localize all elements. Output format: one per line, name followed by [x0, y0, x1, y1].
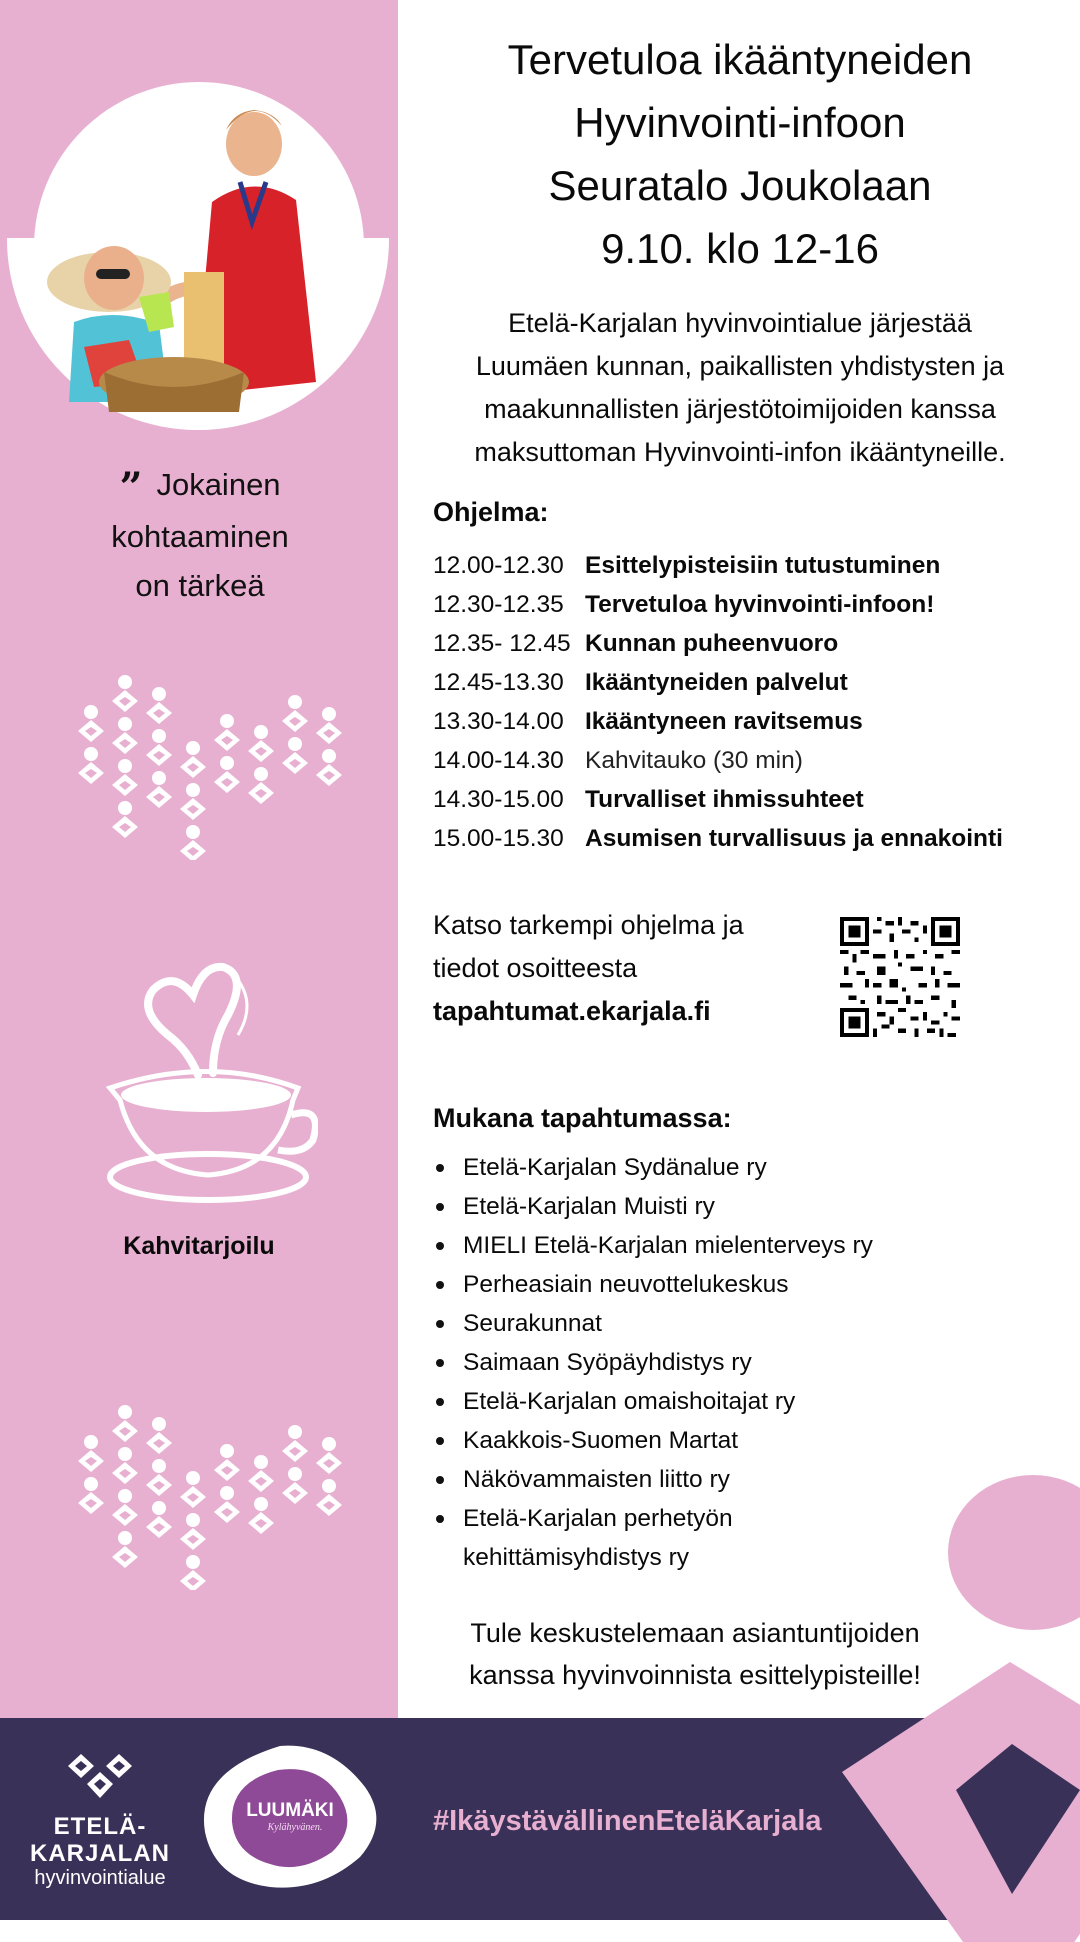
- list-item: Perheasiain neuvottelukeskus: [433, 1265, 1033, 1304]
- schedule-row: 12.35- 12.45 Kunnan puheenvuoro: [433, 630, 839, 657]
- program-schedule: [433, 546, 1073, 858]
- partners-list: [433, 1148, 1033, 1577]
- luumaki-logo: LUUMÄKI Kylähyvänen.: [200, 1742, 380, 1892]
- partners-heading: Mukana tapahtumassa:: [433, 1103, 732, 1133]
- schedule-row: 13.30-14.00 Ikääntyneen ravitsemus: [433, 708, 863, 735]
- etela-karjala-logo: ETELÄ- KARJALAN hyvinvointialue: [30, 1752, 170, 1889]
- people-pattern-icon-2: [78, 1400, 348, 1590]
- list-item: Seurakunnat: [433, 1304, 1033, 1343]
- program-heading: Ohjelma:: [433, 497, 549, 527]
- qr-code-icon[interactable]: [840, 917, 960, 1037]
- more-info: Katso tarkempi ohjelma ja tiedot osoitteesta tapahtumat.ekarjala.fi: [433, 904, 833, 1033]
- event-url-link[interactable]: tapahtumat.ekarjala.fi: [433, 996, 711, 1026]
- list-item: MIELI Etelä-Karjalan mielenterveys ry: [433, 1226, 1033, 1265]
- decorative-diamond-icon: [830, 1662, 1080, 1942]
- list-item: Saimaan Syöpäyhdistys ry: [433, 1343, 1033, 1382]
- schedule-row: 12.45-13.30 Ikääntyneiden palvelut: [433, 669, 848, 696]
- schedule-row: 14.00-14.30 Kahvitauko (30 min): [433, 747, 803, 774]
- hashtag: #IkäystävällinenEteläKarjala: [433, 1805, 822, 1837]
- schedule-row: 12.30-12.35 Tervetuloa hyvinvointi-infoon!: [433, 591, 935, 618]
- sidebar-quote: ” Jokainen kohtaaminen on tärkeä: [111, 464, 289, 603]
- hero-photo: [7, 60, 389, 430]
- coffee-label: Kahvitarjoilu: [123, 1232, 275, 1260]
- schedule-row: 15.00-15.30 Asumisen turvallisuus ja ennakointi: [433, 825, 1003, 852]
- schedule-row: 14.30-15.00 Turvalliset ihmissuhteet: [433, 786, 864, 813]
- caregiver-photo-illustration: [34, 82, 364, 422]
- page-title: Tervetuloa ikääntyneiden Hyvinvointi-infoon Seuratalo Joukolaan 9.10. klo 12-16: [507, 36, 973, 272]
- closing-text: Tule keskustelemaan asiantuntijoiden kanssa hyvinvoinnista esittelypisteille!: [469, 1618, 921, 1690]
- list-item: Etelä-Karjalan Muisti ry: [433, 1187, 1033, 1226]
- schedule-row: 12.00-12.30 Esittelypisteisiin tutustuminen: [433, 552, 941, 579]
- intro-text: Etelä-Karjalan hyvinvointialue järjestää Luumäen kunnan, paikallisten yhdistysten ja maakunnallisten järjestötoimijoiden kanssa maksuttoman Hyvinvointi-infon ikääntyneille.: [474, 308, 1006, 467]
- coffee-cup-icon: [98, 955, 318, 1205]
- list-item: Etelä-Karjalan Sydänalue ry: [433, 1148, 1033, 1187]
- etela-karjala-logo-icon: [65, 1752, 135, 1800]
- list-item: Näkövammaisten liitto ry: [433, 1460, 1033, 1499]
- list-item: Etelä-Karjalan perhetyön kehittämisyhdistys ry: [433, 1499, 793, 1577]
- quote-icon: ”: [119, 464, 143, 511]
- people-pattern-icon: [78, 670, 348, 860]
- list-item: Etelä-Karjalan omaishoitajat ry: [433, 1382, 1033, 1421]
- list-item: Kaakkois-Suomen Martat: [433, 1421, 1033, 1460]
